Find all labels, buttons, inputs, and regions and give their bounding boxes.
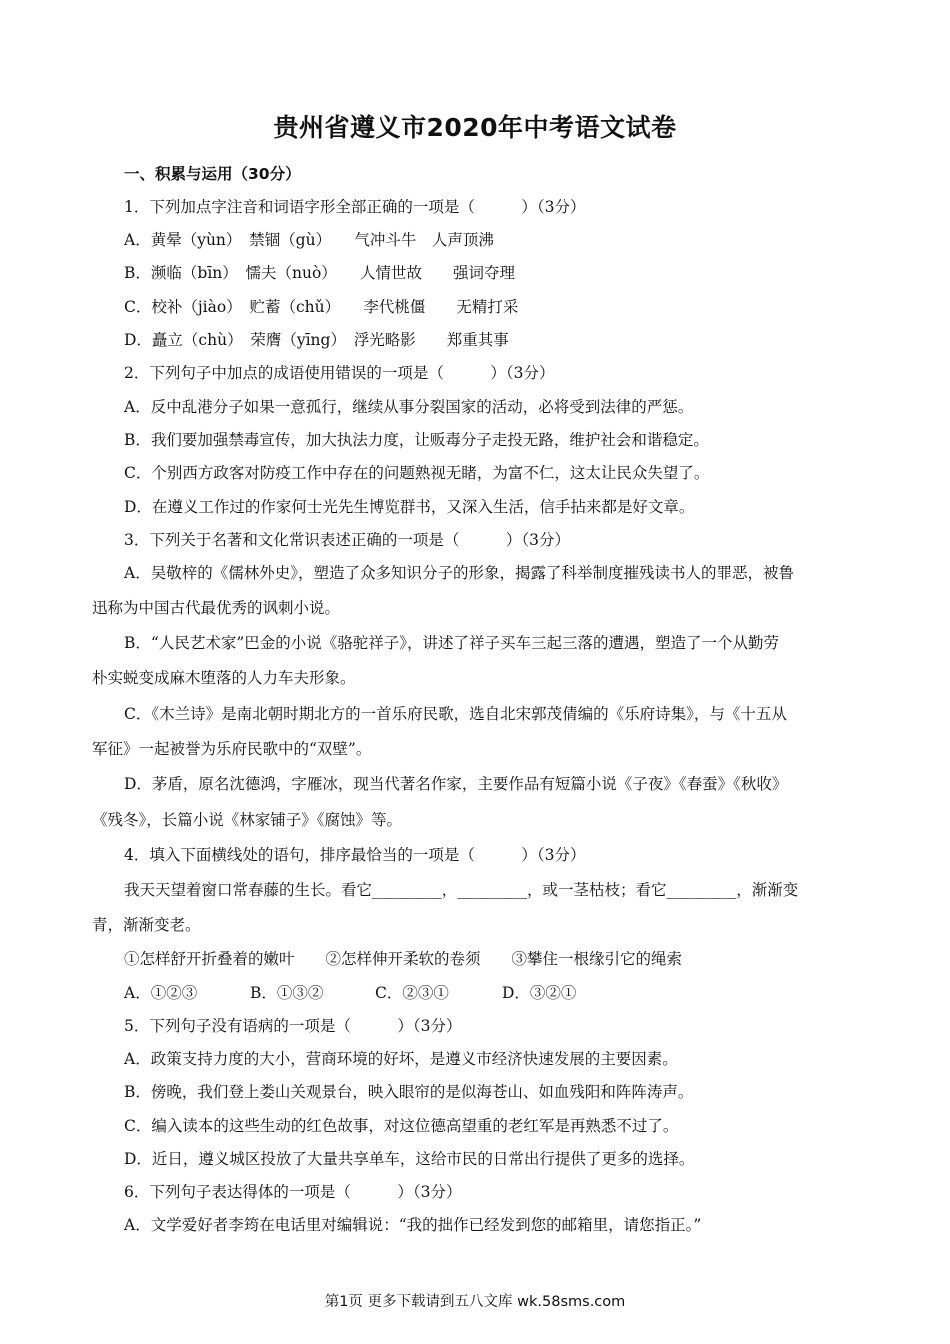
option-b: B．濒临（bīn） 懦夫（nuò） 人情世故 强词夺理 bbox=[124, 264, 516, 282]
option-d: D．矗立（chù） 荣膺（yīng） 浮光略影 郑重其事 bbox=[124, 331, 509, 349]
option-b: B．“人民艺术家”巴金的小说《骆驼祥子》，讲述了祥子买车三起三落的遭遇，塑造了一个从勤劳 bbox=[124, 634, 779, 652]
fill-in-passage: 我天天望着窗口常春藤的生长。看它_________，_________，或一茎枯枝；看它_________，渐渐变 bbox=[124, 881, 799, 899]
option-a: A．吴敬梓的《儒林外史》，塑造了众多知识分子的形象，揭露了科举制度摧残读书人的罪恶，被鲁 bbox=[124, 564, 794, 582]
option-a-continued: 迅称为中国古代最优秀的讽刺小说。 bbox=[92, 599, 341, 617]
option-c: C．校补（jiào） 贮蓄（chǔ） 李代桃僵 无精打采 bbox=[124, 298, 519, 316]
option-a: A．黄晕（yùn） 禁锢（gù） 气冲斗牛 人声顶沸 bbox=[124, 231, 494, 249]
option-d: D．近日，遵义城区投放了大量共享单车，这给市民的日常出行提供了更多的选择。 bbox=[124, 1150, 695, 1168]
option-a: A．政策支持力度的大小，营商环境的好坏，是遵义市经济快速发展的主要因素。 bbox=[124, 1050, 678, 1068]
question-stem: 5．下列句子没有语病的一项是（ ）（3分） bbox=[124, 1017, 462, 1035]
option-b: B．我们要加强禁毒宣传，加大执法力度，让贩毒分子走投无路，维护社会和谐稳定。 bbox=[124, 431, 709, 449]
option-a: A．反中乱港分子如果一意孤行，继续从事分裂国家的活动，必将受到法律的严惩。 bbox=[124, 398, 694, 416]
answer-options bbox=[124, 983, 870, 1003]
option-c: C．编入读本的这些生动的红色故事，对这位德高望重的老红军是再熟悉不过了。 bbox=[124, 1117, 679, 1135]
option-a: A．文学爱好者李筠在电话里对编辑说：“我的拙作已经发到您的邮箱里，请您指正。” bbox=[124, 1216, 702, 1234]
question-stem: 3．下列关于名著和文化常识表述正确的一项是（ ）（3分） bbox=[124, 531, 570, 549]
option-d-continued: 《残冬》，长篇小说《林家铺子》《腐蚀》等。 bbox=[92, 811, 403, 829]
option-b: B．①③② bbox=[250, 984, 324, 1002]
sentence-items: ①怎样舒开折叠着的嫩叶 ②怎样伸开柔软的卷须 ③攀住一根缘引它的绳索 bbox=[124, 950, 683, 968]
option-c: C．个别西方政客对防疫工作中存在的问题熟视无睹，为富不仁，这太让民众失望了。 bbox=[124, 464, 710, 482]
question-stem: 2．下列句子中加点的成语使用错误的一项是（ ）（3分） bbox=[124, 364, 555, 382]
option-d: D．在遵义工作过的作家何士光先生博览群书，又深入生活，信手拈来都是好文章。 bbox=[124, 498, 695, 516]
question-stem: 4．填入下面横线处的语句，排序最恰当的一项是（ ）（3分） bbox=[124, 846, 586, 864]
option-c: C．②③① bbox=[375, 984, 449, 1002]
option-c: C．《木兰诗》是南北朝时期北方的一首乐府民歌，选自北宋郭茂倩编的《乐府诗集》，与《十五从 bbox=[124, 705, 787, 723]
option-a: A．①②③ bbox=[124, 984, 198, 1002]
page-footer: 第1页 更多下载请到五八文库 wk.58sms.com bbox=[324, 1294, 626, 1310]
option-b: B．傍晚，我们登上娄山关观景台，映入眼帘的是似海苍山、如血残阳和阵阵涛声。 bbox=[124, 1083, 694, 1101]
section-heading: 一、积累与运用（30分） bbox=[124, 165, 301, 183]
option-d: D．茅盾，原名沈德鸿，字雁冰，现当代著名作家，主要作品有短篇小说《子夜》《春蚕》《秋收》 bbox=[124, 775, 788, 793]
question-stem: 6．下列句子表达得体的一项是（ ）（3分） bbox=[124, 1183, 462, 1201]
fill-in-passage-continued: 青，渐渐变老。 bbox=[92, 916, 201, 934]
option-d: D．③②① bbox=[502, 984, 577, 1002]
page-title: 贵州省遵义市2020年中考语文试卷 bbox=[273, 113, 677, 142]
question-stem: 1．下列加点字注音和词语字形全部正确的一项是（ ）（3分） bbox=[124, 198, 586, 216]
option-b-continued: 朴实蜕变成麻木堕落的人力车夫形象。 bbox=[92, 669, 356, 687]
option-c-continued: 军征》一起被誉为乐府民歌中的“双壁”。 bbox=[92, 740, 372, 758]
